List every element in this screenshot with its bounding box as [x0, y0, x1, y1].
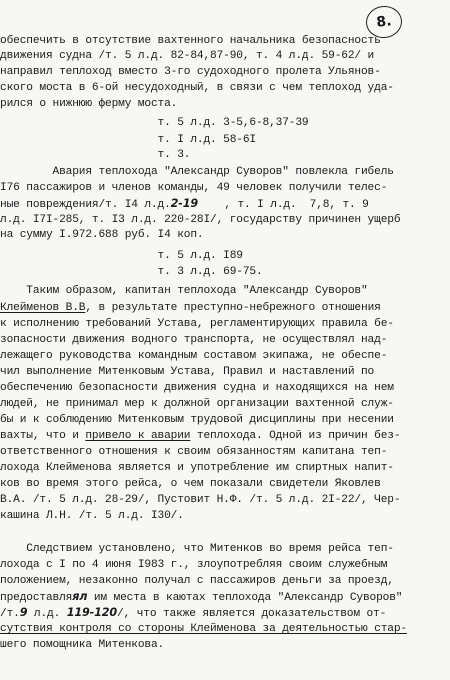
text-line: [0, 365, 374, 379]
typed-text: на сумму I.972.688 руб. I4 коп.: [0, 229, 204, 241]
text-line: [0, 542, 394, 556]
typed-text: обеспечить в отсутствие вахтенного начальника безопасность: [0, 35, 381, 47]
text-line: [0, 81, 394, 95]
typed-text: рился о нижнюю ферму моста.: [0, 98, 178, 110]
typed-text: ского моста в 6-ой несудоходный, в связи с чем теплоход уда-: [0, 82, 394, 94]
text-line: [0, 116, 309, 130]
typed-text: теплохода. Одной из причин без-: [190, 430, 401, 442]
typed-text: , в результате преступно-небрежного отношения: [85, 302, 381, 314]
typed-text: /т.: [0, 608, 20, 620]
typed-text: т. I л.д. 58-6I: [0, 134, 256, 146]
text-line: [0, 606, 386, 621]
typed-text: Таким образом, капитан теплохода "Александр Суворов": [0, 285, 368, 297]
typed-text: т. 3 л.д. 69-75.: [0, 266, 263, 278]
text-line: [0, 622, 407, 636]
typed-text: л.д.: [27, 608, 67, 620]
typed-text: Авария теплохода "Александр Суворов" повлекла гибель: [0, 166, 394, 178]
text-line: [0, 49, 374, 63]
underlined-text: привело к аварии: [85, 430, 191, 442]
text-line: [0, 181, 387, 195]
typed-text: лежащего руководства командным составом экипажа, не обеспе-: [0, 350, 388, 362]
typed-text: вахты, что и: [0, 430, 86, 442]
typed-text: лохода с I по 4 июня I983 г., злоупотребляя своим служебным: [0, 559, 388, 571]
typed-text: к исполнению требований Устава, регламентирующих правила бе-: [0, 318, 394, 330]
typed-text: чил выполнение Митенковым Устава, Правил и наставлений по: [0, 366, 375, 378]
typed-text: обеспечению безопасности движения судна и находящихся на нем: [0, 382, 394, 394]
text-line: [0, 413, 394, 427]
typed-text: бы и к соблюдению Митенковым трудовой дисциплины при несении: [0, 414, 394, 426]
text-line: [0, 445, 387, 459]
text-line: [0, 317, 394, 331]
typed-text: ков во время этого рейса, о чем показали свидетели Яковлев: [0, 478, 381, 490]
text-line: [0, 397, 394, 411]
text-line: [0, 477, 381, 491]
typed-text: т. 5 л.д. I89: [0, 250, 243, 262]
text-line: [0, 65, 381, 79]
text-line: [0, 249, 243, 263]
typed-text: зопасности движения водного транспорта, не осуществлял над-: [0, 334, 388, 346]
text-line: [0, 284, 368, 298]
typed-text: предоставля: [0, 592, 73, 604]
typed-text: т. 5 л.д. 3-5,6-8,37-39: [0, 117, 309, 129]
text-line: [0, 558, 387, 572]
text-line: [0, 381, 394, 395]
typed-text: лохода Клейменова является и употребление им спиртных напит-: [0, 462, 394, 474]
text-line: [0, 265, 263, 279]
handwritten-insert: 2-19: [170, 197, 199, 210]
text-line: [0, 133, 256, 147]
typed-text: т. 3.: [0, 149, 191, 161]
underlined-text: со стороны Клейменова за деятельностью стар-: [118, 623, 407, 635]
text-line: [0, 461, 394, 475]
text-line: [0, 301, 381, 315]
text-line: [0, 574, 394, 588]
typed-text: положением, незаконно получал с пассажиров деньги за проезд,: [0, 575, 394, 587]
text-line: [0, 148, 190, 162]
handwritten-insert: ял: [72, 590, 88, 603]
typed-text: кашина Л.Н. /т. 5 л.д. I30/.: [0, 510, 184, 522]
text-line: [0, 97, 177, 111]
text-line: [0, 333, 387, 347]
typed-text: ные повреждения/т. I4 л.д.: [0, 199, 171, 211]
typed-text: Следствием установлено, что Митенков во время рейса теп-: [0, 543, 394, 555]
typed-text: I76 пассажиров и членов команды, 49 человек получили телес-: [0, 182, 388, 194]
page-number: 8.: [364, 4, 403, 40]
text-line: [0, 638, 164, 652]
underlined-text: Клейменов В.В: [0, 302, 86, 314]
text-line: [0, 509, 184, 523]
typed-text: /, что также является доказательством от-: [117, 608, 387, 620]
typed-text: движения судна /т. 5 л.д. 82-84,87-90, т. 4 л.д. 59-62/ и: [0, 50, 375, 62]
text-line: [0, 590, 402, 605]
text-line: [0, 493, 400, 507]
typed-text: В.А. /т. 5 л.д. 28-29/, Пустовит Н.Ф. /т. 5 л.д. 2I-22/, Чер-: [0, 494, 401, 506]
typed-text: л.д. I7I-285, т. I3 л.д. 220-28I/, государству причинен ущерб: [0, 214, 401, 226]
handwritten-insert: 119-120: [66, 606, 118, 619]
typed-text: шего помощника Митенкова.: [0, 639, 165, 651]
typed-text: им места в каютах теплохода "Александр Суворов": [87, 592, 403, 604]
typed-text: направил теплоход вместо 3-го судоходного пролета Ульянов-: [0, 66, 381, 78]
text-line: [0, 349, 387, 363]
text-line: [0, 34, 381, 48]
typed-text: , т. I л.д. 7,8, т. 9: [198, 199, 369, 211]
typed-text: людей, не принимал мер к должной организации вахтенной служ-: [0, 398, 394, 410]
text-line: [0, 165, 394, 179]
handwritten-insert: 9: [19, 606, 28, 619]
text-line: [0, 213, 400, 227]
text-line: [0, 228, 203, 242]
typed-text: ответственного отношения к своим обязанностям капитана теп-: [0, 446, 388, 458]
underlined-text: сутствия контроля: [0, 623, 119, 635]
text-line: [0, 197, 369, 212]
text-line: [0, 429, 400, 443]
